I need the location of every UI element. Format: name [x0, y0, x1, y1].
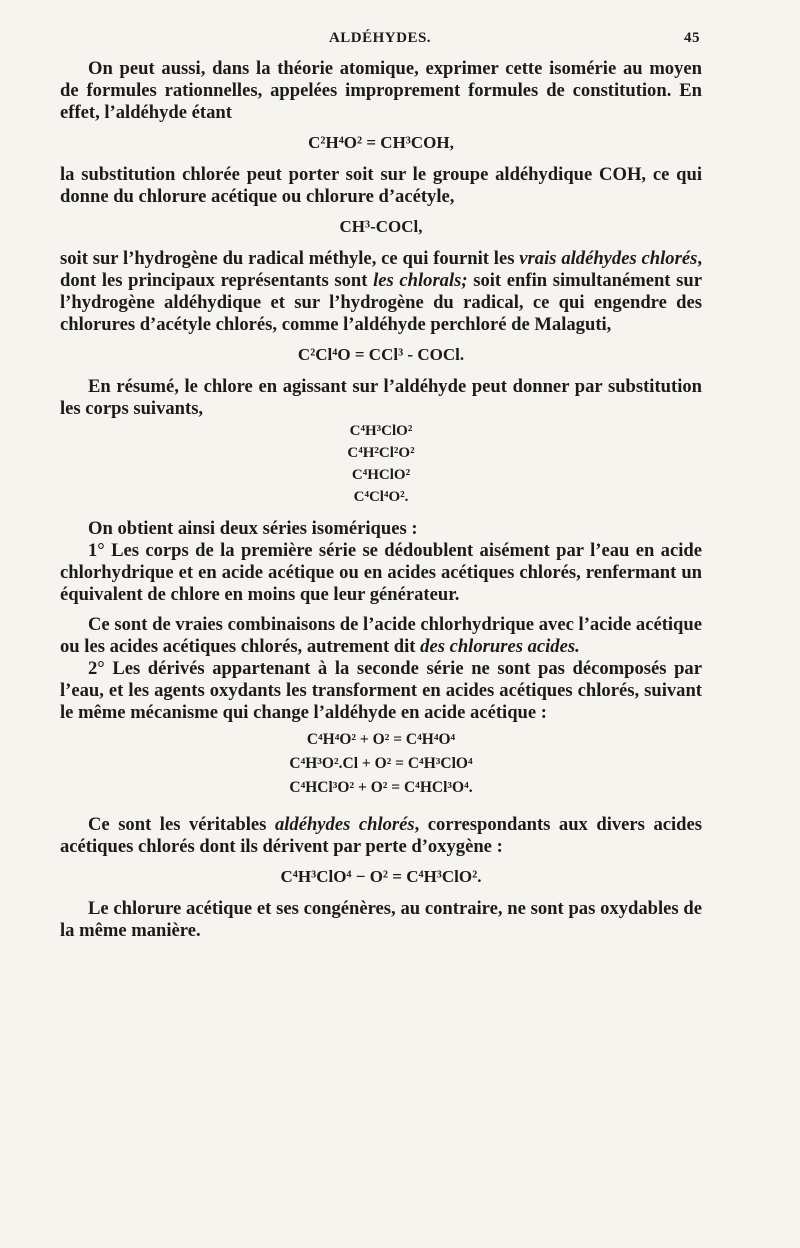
formula-list: [60, 420, 702, 508]
formula-perchloro-aldehyde: C²Cl⁴O = CCl³ - COCl.: [297, 345, 465, 364]
formula-list-item: C⁴Cl⁴O².: [353, 489, 409, 505]
paragraph-3-text-c: soit enfin simultanément sur l’hydrogène aldéhydique et sur l’hydrogène du radical, ce qui engendre des chlorures d’acétyle chlorés, comme l’aldéhyde perchloré de Malaguti,: [60, 270, 702, 335]
paragraph-9: [60, 814, 702, 858]
emphasis-aldehydes-chlores: aldéhydes chlorés: [274, 814, 415, 835]
paragraph-9-text-a: Ce sont les véritables: [88, 814, 275, 835]
paragraph-1: On peut aussi, dans la théorie atomique, exprimer cette isomérie au moyen de formules rationnelles, appelées improprement formules de constitution. En effet, l’aldéhyde étant: [60, 58, 702, 123]
paragraph-3-text-b: , dont les principaux représentants sont: [60, 248, 702, 291]
page-number: 45: [684, 30, 700, 46]
formula-aldehyde: C²H⁴O² = CH³COH,: [308, 133, 454, 152]
formula-list-item: C⁴H³ClO²: [349, 423, 413, 439]
equation: C⁴HCl³O² + O² = C⁴HCl³O⁴.: [289, 779, 473, 796]
formula-list-item: C⁴H²Cl²O²: [347, 445, 415, 461]
equation: C⁴H³O².Cl + O² = C⁴H³ClO⁴: [289, 755, 473, 772]
paragraph-3: [60, 248, 702, 336]
paragraph-10: Le chlorure acétique et ses congénères, au contraire, ne sont pas oxydables de la même manière.: [60, 898, 702, 941]
emphasis-vrais-aldehydes: vrais aldéhydes chlorés: [519, 248, 698, 269]
running-head: [60, 30, 700, 50]
page-body: [60, 58, 702, 942]
paragraph-7: [60, 614, 702, 658]
emphasis-chlorures-acides: des chlorures acides.: [420, 636, 580, 657]
paragraph-7-text: Ce sont de vraies combinaisons de l’acide chlorhydrique avec l’acide acétique ou les acides acétiques chlorés, autrement dit: [60, 614, 702, 657]
running-head-title: ALDÉHYDES.: [328, 30, 432, 46]
paragraph-3-text-a: soit sur l’hydrogène du radical méthyle, ce qui fournit les: [60, 248, 520, 269]
paragraph-2: la substitution chlorée peut porter soit sur le groupe aldéhydique COH, ce qui donne du chlorure acétique ou chlorure d’acétyle,: [60, 164, 702, 207]
paragraph-5: On obtient ainsi deux séries isomériques :: [88, 518, 418, 539]
equation-block: [60, 728, 702, 800]
formula-acetyl-chloride: CH³-COCl,: [339, 217, 423, 236]
paragraph-8: 2° Les dérivés appartenant à la seconde série ne sont pas décomposés par l’eau, et les agents oxydants les transforment en acides acétiques chlorés, suivant le même mécanisme qui change l’aldéhyde en acide acétique :: [60, 658, 702, 723]
formula-list-item: C⁴HClO²: [351, 467, 411, 483]
emphasis-chlorals: les chlorals;: [373, 270, 468, 291]
paragraph-9-text-b: , correspondants aux divers acides acétiques chlorés dont ils dérivent par perte d’oxygène :: [60, 814, 702, 857]
equation: C⁴H⁴O² + O² = C⁴H⁴O⁴: [306, 731, 456, 748]
paragraph-6: 1° Les corps de la première série se dédoublent aisément par l’eau en acide chlorhydrique et en acide acétique ou en acides acétiques chlorés, renfermant un équivalent de chlore en moins que leur générateur.: [60, 540, 702, 605]
paragraph-4: En résumé, le chlore en agissant sur l’aldéhyde peut donner par substitution les corps suivants,: [60, 376, 702, 419]
formula-deoxidation: C⁴H³ClO⁴ − O² = C⁴H³ClO².: [280, 867, 482, 886]
